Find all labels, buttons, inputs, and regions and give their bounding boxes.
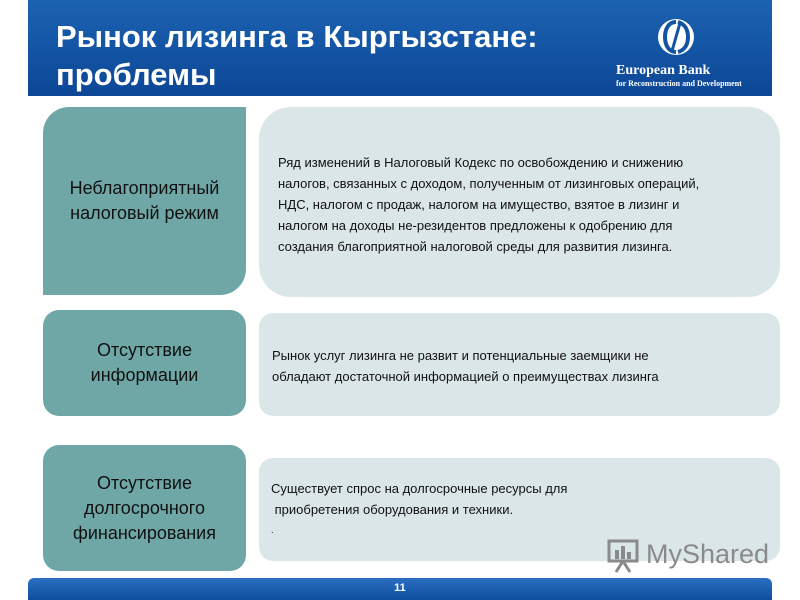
ebrd-logo-icon (657, 18, 695, 56)
description-line: Ряд изменений в Налоговый Кодекс по освобождению и снижению (278, 155, 684, 170)
logo-name: European Bank (616, 63, 711, 78)
presentation-board-icon (606, 537, 640, 573)
description-line: Рынок услуг лизинга не развит и потенциальные заемщики не (272, 348, 649, 363)
description-line: создания благоприятной налоговой среды для развития лизинга. (278, 239, 673, 254)
description-line: НДС, налогом с продаж, налогом на имущество, взятое в лизинг и (278, 197, 680, 212)
category-box-tax (43, 107, 246, 295)
description-box-information (259, 313, 780, 416)
watermark-text: MyShared (646, 539, 770, 569)
description-line: Существует спрос на долгосрочные ресурсы для (271, 481, 568, 496)
description-line: налогом на доходы не-резидентов предложены к одобрению для (278, 218, 673, 233)
page-number: 11 (394, 582, 406, 594)
category-line: информации (90, 365, 199, 385)
description-box-tax (259, 107, 780, 297)
title-line-1: Рынок лизинга в Кыргызстане: (56, 19, 538, 54)
description-line: обладают достаточной информацией о преимуществах лизинга (272, 369, 659, 384)
description-line: приобретения оборудования и техники. (271, 502, 514, 517)
description-line: налогов, связанных с доходом, полученным от лизинговых операций, (278, 176, 700, 191)
category-line: финансирования (73, 522, 216, 543)
category-line: Отсутствие (97, 340, 192, 360)
category-line: Отсутствие (97, 472, 192, 493)
title-line-2: проблемы (56, 57, 217, 92)
footer-bar (28, 578, 772, 600)
category-line: Неблагоприятный (69, 178, 220, 198)
header-left-margin (0, 0, 28, 96)
category-box-financing (43, 445, 246, 571)
category-line: налоговый режим (70, 203, 219, 223)
logo-subtitle: for Reconstruction and Development (616, 79, 742, 88)
watermark (606, 537, 768, 573)
page-title (56, 18, 576, 94)
category-box-information (43, 310, 246, 416)
description-line: . (271, 525, 274, 535)
category-line: долгосрочного (84, 497, 205, 518)
